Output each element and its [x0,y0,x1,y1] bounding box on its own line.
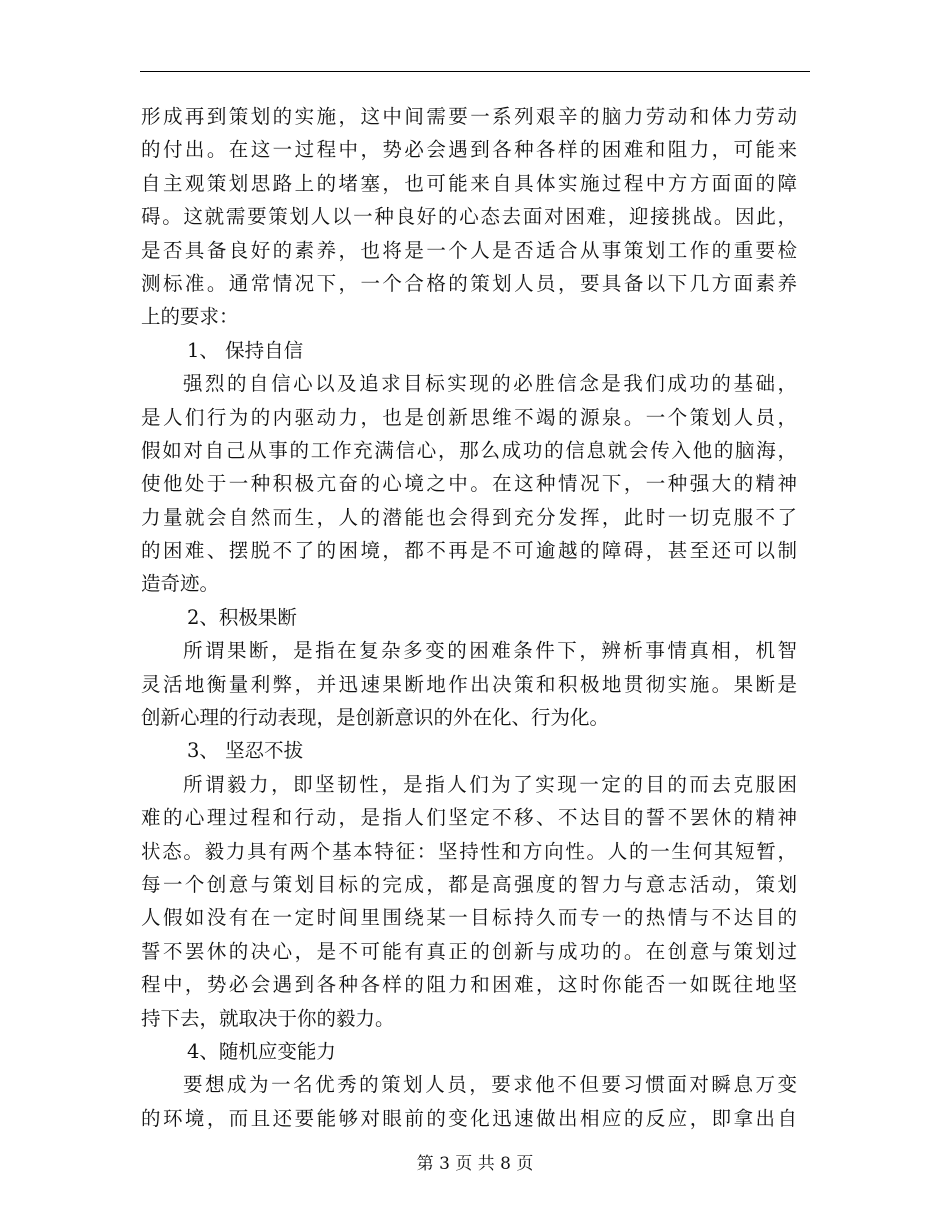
section-heading-3: 3、 坚忍不拔 [187,739,304,763]
paragraph-line: 持下去，就取决于你的毅力。 [141,1006,395,1030]
header-rule [140,71,810,72]
paragraph-line: 每一个创意与策划目标的完成，都是高强度的智力与意志活动，策划 [141,872,797,896]
paragraph-line: 上的要求： [141,305,239,329]
section-heading-4: 4、随机应变能力 [187,1039,336,1063]
paragraph-line: 造奇迹。 [141,572,220,596]
paragraph-line: 程中，势必会遇到各种各样的阻力和困难，这时你能否一如既往地坚 [141,973,797,997]
paragraph-line: 力量就会自然而生，人的潜能也会得到充分发挥，此时一切克服不了 [141,505,797,529]
paragraph-line: 誓不罢休的决心，是不可能有真正的创新与成功的。在创意与策划过 [141,939,797,963]
paragraph-line: 所谓毅力，即坚韧性，是指人们为了实现一定的目的而去克服困 [183,772,797,796]
paragraph-line: 的困难、摆脱不了的困境，都不再是不可逾越的障碍，甚至还可以制 [141,539,797,563]
paragraph-line: 创新心理的行动表现，是创新意识的外在化、行为化。 [141,706,610,730]
paragraph-line: 难的心理过程和行动，是指人们坚定不移、不达目的誓不罢休的精神 [141,806,797,830]
paragraph-line: 灵活地衡量利弊，并迅速果断地作出决策和积极地贯彻实施。果断是 [141,672,797,696]
paragraph-line: 所谓果断，是指在复杂多变的困难条件下，辨析事情真相，机智 [183,639,797,663]
paragraph-line: 假如对自己从事的工作充满信心，那么成功的信息就会传入他的脑海， [141,438,797,462]
paragraph-line: 人假如没有在一定时间里围绕某一目标持久而专一的热情与不达目的 [141,906,797,930]
paragraph-line: 强烈的自信心以及追求目标实现的必胜信念是我们成功的基础， [183,372,797,396]
section-heading-2: 2、积极果断 [187,605,297,629]
page-number-footer: 第 3 页 共 8 页 [416,1154,534,1174]
paragraph-line: 的环境，而且还要能够对眼前的变化迅速做出相应的反应，即拿出自 [141,1106,797,1130]
paragraph-line: 是否具备良好的素养，也将是一个人是否适合从事策划工作的重要检 [141,238,797,262]
paragraph-line: 形成再到策划的实施，这中间需要一系列艰辛的脑力劳动和体力劳动 [141,105,797,128]
paragraph-line: 使他处于一种积极亢奋的心境之中。在这种情况下，一种强大的精神 [141,472,797,496]
paragraph-line: 的付出。在这一过程中，势必会遇到各种各样的困难和阻力，可能来 [141,138,797,162]
paragraph-line: 状态。毅力具有两个基本特征：坚持性和方向性。人的一生何其短暂， [141,839,797,863]
paragraph-line: 自主观策划思路上的堵塞，也可能来自具体实施过程中方方面面的障 [141,171,797,195]
paragraph-line: 测标准。通常情况下，一个合格的策划人员，要具备以下几方面素养 [141,271,797,295]
paragraph-line: 是人们行为的内驱动力，也是创新思维不竭的源泉。一个策划人员， [141,405,797,429]
section-heading-1: 1、 保持自信 [187,338,304,362]
paragraph-line: 碍。这就需要策划人以一种良好的心态去面对困难，迎接挑战。因此， [141,205,797,229]
document-body [141,100,797,1135]
paragraph-line: 要想成为一名优秀的策划人员，要求他不但要习惯面对瞬息万变 [183,1073,797,1097]
